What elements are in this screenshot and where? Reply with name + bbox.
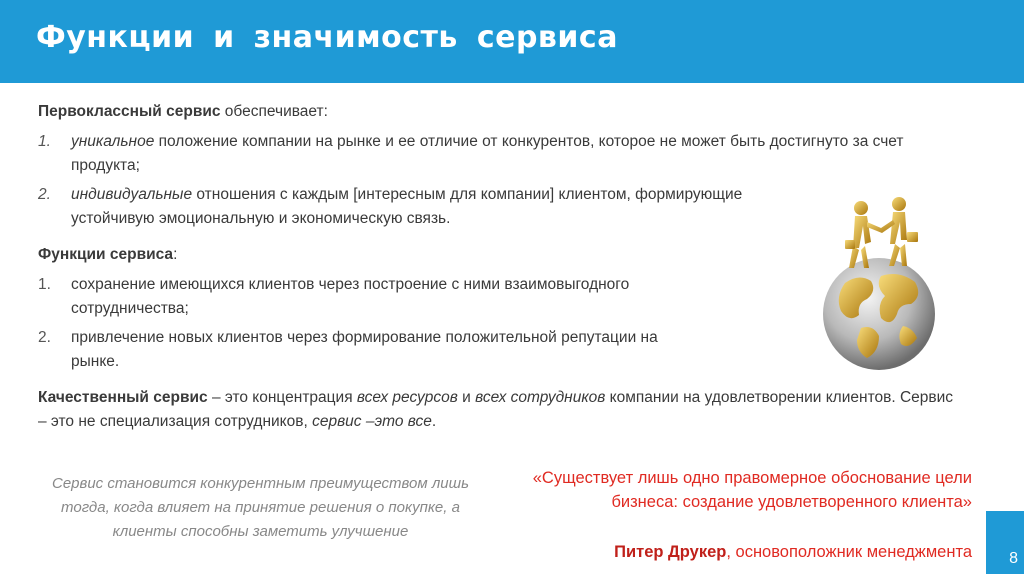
list-item <box>38 326 691 374</box>
list-item-emphasis: уникальное <box>71 133 155 150</box>
list-number: 2. <box>38 186 51 203</box>
section3-text: – это концентрация <box>207 389 357 406</box>
author-name: Питер Друкер <box>614 543 727 561</box>
section2-heading-bold: Функции сервиса <box>38 246 174 263</box>
section3-paragraph <box>38 386 958 434</box>
section3-text: . <box>431 413 437 430</box>
list-number: 2. <box>38 329 51 346</box>
list-number: 1. <box>38 276 51 293</box>
list-item-text: привлечение новых клиентов через формирование положительной репутации на рынке. <box>71 329 658 370</box>
list-item <box>38 183 771 231</box>
list-item-text: сохранение имеющихся клиентов через построение с ними взаимовыгодного сотрудничества; <box>71 276 630 317</box>
slide-title: Функции и значимость сервиса <box>36 20 618 55</box>
list-item <box>38 273 631 321</box>
list-item-text: отношения с каждым [интересным для компании] клиентом, формирующие устойчивую эмоциональную и экономическую связь. <box>71 186 743 227</box>
section1-lead-rest: обеспечивает: <box>220 103 328 120</box>
section3-italic: сервис –это все <box>312 413 432 430</box>
section3-text: компании на удовлетворении клиентов. Сервис – это не специализация сотрудников, <box>38 389 954 430</box>
section3-italic: всех ресурсов <box>356 389 458 406</box>
section3-italic: всех сотрудников <box>475 389 606 406</box>
list-item <box>38 130 958 178</box>
quote-author <box>500 543 972 562</box>
section3-bold: Качественный сервис <box>38 389 208 406</box>
list-item-emphasis: индивидуальные <box>71 186 193 203</box>
section1-lead <box>38 100 958 124</box>
title-bar <box>0 0 1024 83</box>
drucker-quote: «Существует лишь одно правомерное обоснование цели бизнеса: создание удовлетворенного клиента» <box>532 469 972 511</box>
service-quote: Сервис становится конкурентным преимуществом лишь тогда, когда влияет на принятие решения о покупке, а клиенты способны заметить улучшение <box>51 475 469 540</box>
globe-handshake-illustration <box>815 188 945 378</box>
section3-text: и <box>457 389 476 406</box>
section1-lead-bold: Первоклассный сервис <box>38 103 221 120</box>
section2-heading-colon: : <box>173 246 178 263</box>
page-number-box <box>986 511 1024 574</box>
list-item-text: положение компании на рынке и ее отличие от конкурентов, которое не может быть достигнуто за счет продукта; <box>71 133 904 174</box>
page-number: 8 <box>1009 550 1018 567</box>
author-role: , основоположник менеджмента <box>726 543 972 561</box>
list-number: 1. <box>38 133 51 150</box>
